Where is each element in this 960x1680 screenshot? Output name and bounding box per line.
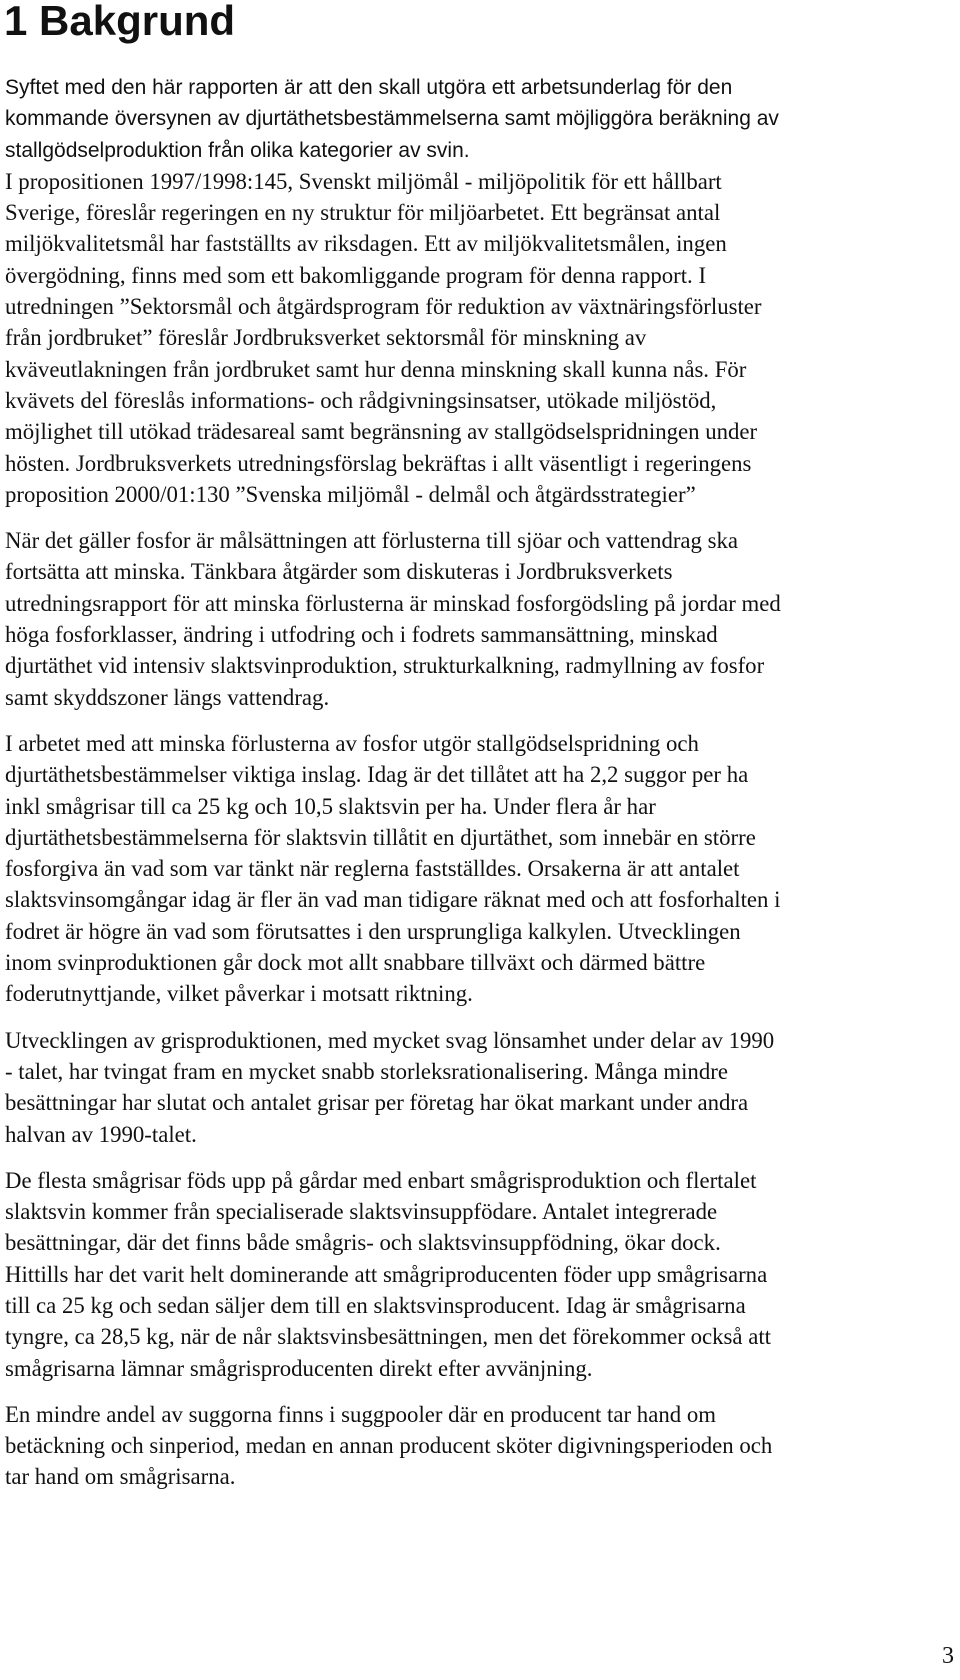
text-line: fosforgiva än vad som var tänkt när reglerna fastställdes. Orsakerna är att antalet (5, 856, 740, 882)
paragraph (5, 72, 900, 510)
paragraph (5, 1165, 900, 1384)
text-line: inom svinproduktionen går dock mot allt snabbare tillväxt och därmed bättre (5, 950, 706, 976)
page-number: 3 (942, 1643, 954, 1669)
text-line: möjlighet till utökad trädesareal samt begränsning av stallgödselspridningen under (5, 419, 758, 445)
paragraph (5, 728, 900, 1010)
text-line: kommande översynen av djurtäthetsbestämmelserna samt möjliggöra beräkning av (5, 107, 779, 131)
text-line: utredningsrapport för att minska förlusterna är minskad fosforgödsling på jordar med (5, 590, 781, 616)
text-line: slaktsvinsomgångar idag är fler än vad man tidigare räknat med och att fosforhalten i (5, 887, 781, 913)
text-line: tar hand om smågrisarna. (5, 1464, 236, 1490)
text-line: djurtäthet vid intensiv slaktsvinproduktion, strukturkalkning, radmyllning av fosfor (5, 653, 765, 679)
text-line: övergödning, finns med som ett bakomliggande program för denna rapport. I (5, 262, 707, 288)
text-line: djurtäthetsbestämmelserna för slaktsvin tillåtit en djurtäthet, som innebär en större (5, 824, 756, 850)
text-line: miljökvalitetsmål har fastställts av riksdagen. Ett av miljökvalitetsmålen, ingen (5, 231, 727, 257)
text-line: Sverige, föreslår regeringen en ny struktur för miljöarbetet. Ett begränsat antal (5, 200, 721, 226)
text-line: I arbetet med att minska förlusterna av fosfor utgör stallgödselspridning och (5, 730, 699, 756)
text-line: foderutnyttjande, vilket påverkar i motsatt riktning. (5, 981, 473, 1007)
text-line: betäckning och sinperiod, medan en annan producent sköter digivningsperioden och (5, 1433, 773, 1459)
text-line: kväveutlakningen från jordbruket samt hur denna minskning skall kunna nås. För (5, 356, 747, 382)
text-line: Hittills har det varit helt dominerande att smågriproducenten föder upp smågrisarna (5, 1261, 768, 1287)
text-line: Utvecklingen av grisproduktionen, med mycket svag lönsamhet under delar av 1990 (5, 1027, 775, 1053)
text-line: till ca 25 kg och sedan säljer dem till en slaktsvinsproducent. Idag är smågrisarna (5, 1292, 746, 1318)
text-line: höga fosforklasser, ändring i utfodring och i fodrets sammansättning, minskad (5, 622, 718, 648)
text-line: smågrisarna lämnar smågrisproducenten direkt efter avvänjning. (5, 1355, 593, 1381)
text-line: hösten. Jordbruksverkets utredningsförslag bekräftas i allt väsentligt i regeringens (5, 450, 752, 476)
text-line: stallgödselproduktion från olika kategorier av svin. (5, 138, 470, 162)
text-line: fodret är högre än vad som förutsattes i den ursprungliga kalkylen. Utvecklingen (5, 918, 741, 944)
text-line: halvan av 1990-talet. (5, 1121, 197, 1147)
text-line: tyngre, ca 28,5 kg, när de når slaktsvinsbesättningen, men det förekommer också att (5, 1324, 771, 1350)
text-line: samt skyddszoner längs vattendrag. (5, 684, 330, 710)
text-line: djurtäthetsbestämmelser viktiga inslag. Idag är det tillåtet att ha 2,2 suggor per ha (5, 762, 749, 788)
text-line: besättningar har slutat och antalet grisar per företag har ökat markant under andra (5, 1090, 749, 1116)
text-line: fortsätta att minska. Tänkbara åtgärder som diskuteras i Jordbruksverkets (5, 559, 673, 585)
text-line: De flesta smågrisar föds upp på gårdar med enbart smågrisproduktion och flertalet (5, 1167, 757, 1193)
text-line: En mindre andel av suggorna finns i suggpooler där en producent tar hand om (5, 1401, 716, 1427)
text-line: utredningen ”Sektorsmål och åtgärdsprogram för reduktion av växtnäringsförluster (5, 294, 762, 320)
text-line: besättningar, där det finns både smågris- och slaktsvinsuppfödning, ökar dock. (5, 1230, 721, 1256)
text-line: kvävets del föreslås informations- och rådgivningsinsatser, utökade miljöstöd, (5, 387, 717, 413)
text-line: - talet, har tvingat fram en mycket snabb storleksrationalisering. Många mindre (5, 1058, 728, 1084)
text-line: När det gäller fosfor är målsättningen att förlusterna till sjöar och vattendrag ska (5, 528, 739, 554)
text-line: slaktsvin kommer från specialiserade slaktsvinsuppfödare. Antalet integrerade (5, 1199, 718, 1225)
text-line: från jordbruket” föreslår Jordbruksverket sektorsmål för minskning av (5, 325, 647, 351)
text-line: I propositionen 1997/1998:145, Svenskt miljömål - miljöpolitik för ett hållbart (5, 168, 722, 194)
paragraph (5, 1399, 900, 1493)
text-line: Syftet med den här rapporten är att den skall utgöra ett arbetsunderlag för den (5, 76, 733, 99)
paragraph (5, 525, 900, 713)
text-line: inkl smågrisar till ca 25 kg och 10,5 slaktsvin per ha. Under flera år har (5, 793, 656, 819)
text-line: proposition 2000/01:130 ”Svenska miljömål - delmål och åtgärdsstrategier” (5, 481, 696, 507)
paragraph (5, 1025, 900, 1150)
section-heading: 1 Bakgrund (4, 0, 236, 44)
body-text (5, 72, 900, 1508)
